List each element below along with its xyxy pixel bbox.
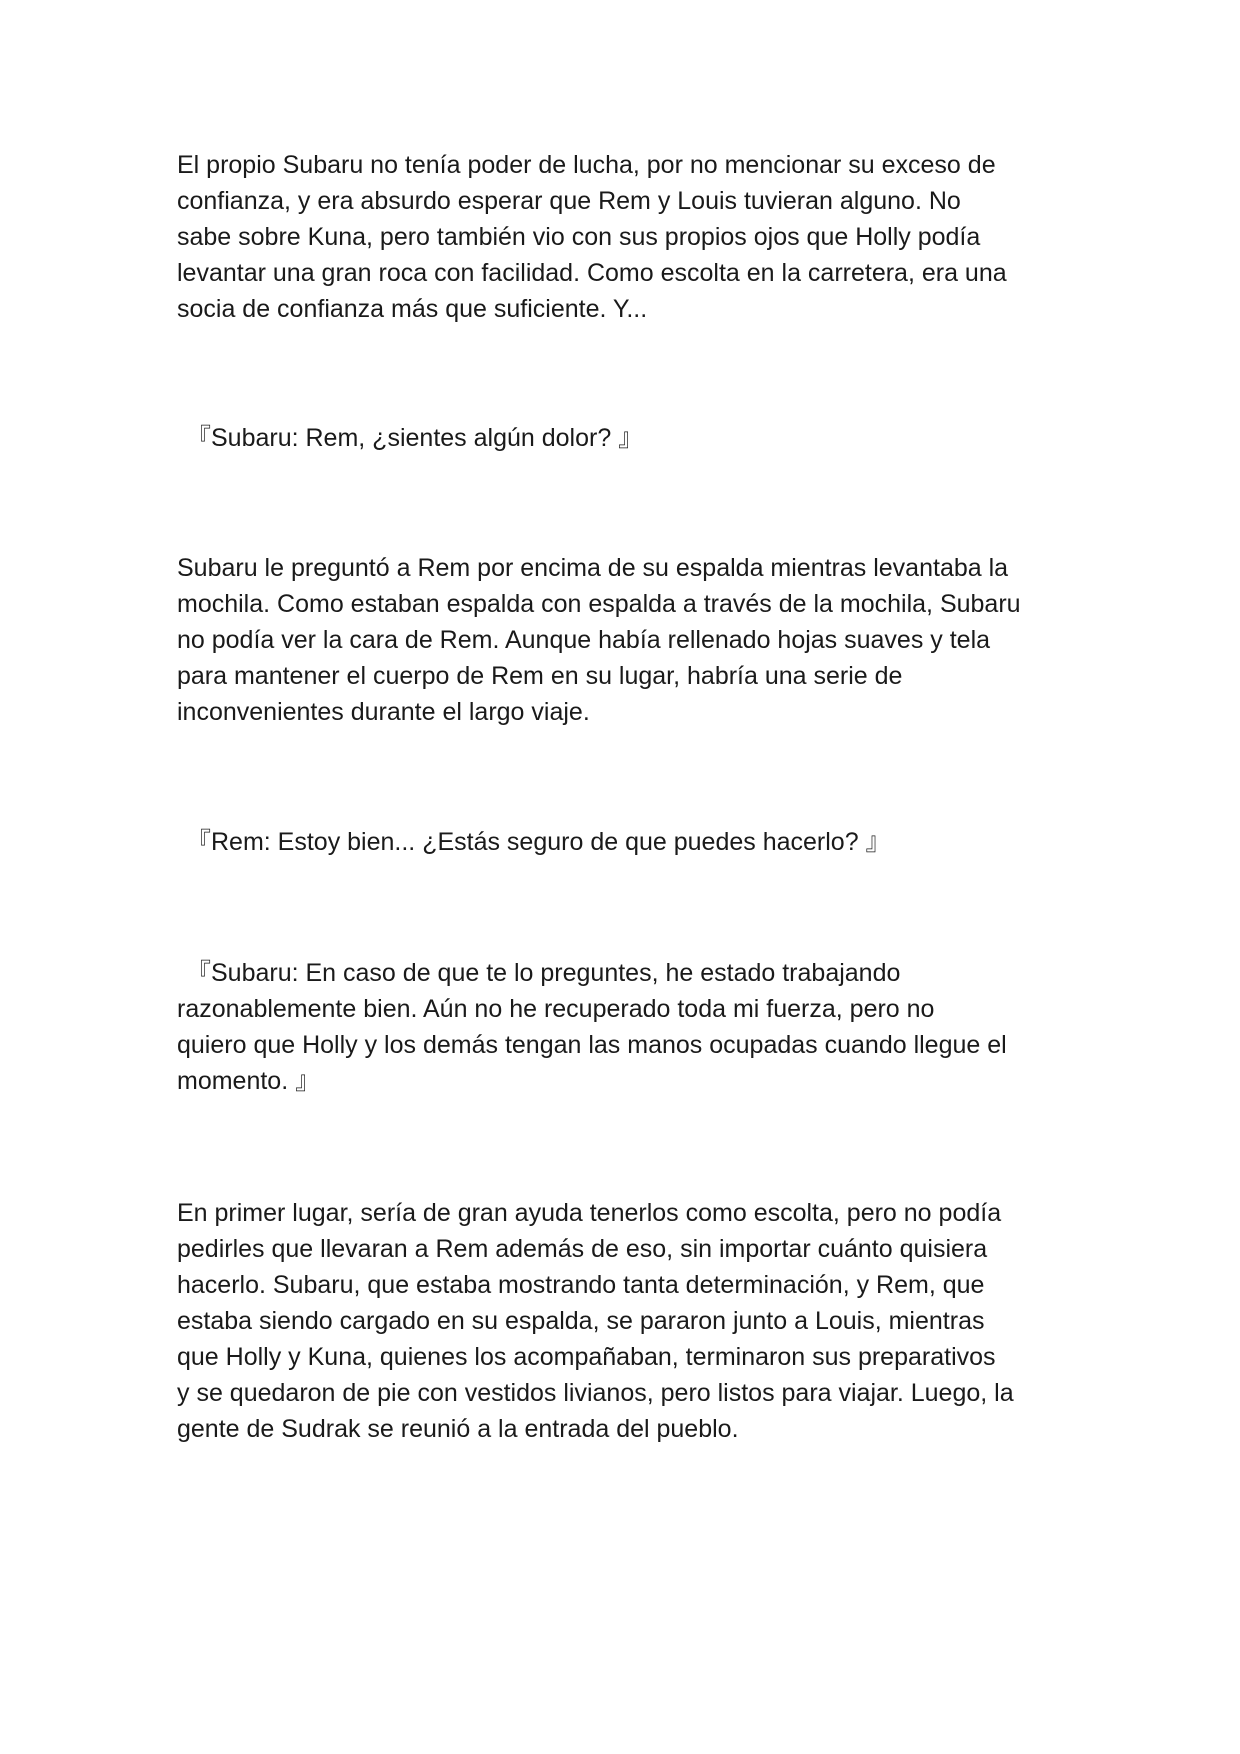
dialogue-subaru-2: [177, 955, 1077, 1099]
paragraph-line: que Holly y Kuna, quienes los acompañaban, terminaron sus preparativos: [177, 1343, 996, 1371]
paragraph-line: sabe sobre Kuna, pero también vio con sus propios ojos que Holly podía: [177, 223, 981, 251]
paragraph-line: hacerlo. Subaru, que estaba mostrando tanta determinación, y Rem, que: [177, 1271, 985, 1299]
paragraph-line: pedirles que llevaran a Rem además de eso, sin importar cuánto quisiera: [177, 1235, 988, 1263]
paragraph-3: [177, 1195, 1077, 1447]
paragraph-line: mochila. Como estaban espalda con espalda a través de la mochila, Subaru: [177, 590, 1021, 618]
dialogue-line: razonablemente bien. Aún no he recuperado toda mi fuerza, pero no: [177, 995, 935, 1023]
dialogue-line: quiero que Holly y los demás tengan las manos ocupadas cuando llegue el: [177, 1031, 1007, 1059]
dialogue-line: 『Subaru: Rem, ¿sientes algún dolor? 』: [186, 424, 644, 452]
paragraph-line: gente de Sudrak se reunió a la entrada del pueblo.: [177, 1415, 739, 1443]
paragraph-line: y se quedaron de pie con vestidos livianos, pero listos para viajar. Luego, la: [177, 1379, 1014, 1407]
paragraph-line: para mantener el cuerpo de Rem en su lugar, habría una serie de: [177, 662, 903, 690]
paragraph-line: Subaru le preguntó a Rem por encima de su espalda mientras levantaba la: [177, 554, 1009, 582]
dialogue-line: 『Rem: Estoy bien... ¿Estás seguro de que puedes hacerlo? 』: [186, 828, 891, 856]
dialogue-line: momento. 』: [177, 1067, 321, 1095]
paragraph-line: En primer lugar, sería de gran ayuda tenerlos como escolta, pero no podía: [177, 1199, 1002, 1227]
paragraph-line: inconvenientes durante el largo viaje.: [177, 698, 590, 726]
paragraph-1: [177, 147, 1077, 327]
paragraph-line: levantar una gran roca con facilidad. Como escolta en la carretera, era una: [177, 259, 1007, 287]
paragraph-line: estaba siendo cargado en su espalda, se pararon junto a Louis, mientras: [177, 1307, 985, 1335]
paragraph-line: El propio Subaru no tenía poder de lucha, por no mencionar su exceso de: [177, 151, 996, 179]
dialogue-subaru-1: [186, 420, 1086, 456]
paragraph-2: [177, 550, 1077, 730]
dialogue-line: 『Subaru: En caso de que te lo preguntes, he estado trabajando: [186, 959, 901, 987]
paragraph-line: socia de confianza más que suficiente. Y...: [177, 295, 648, 323]
dialogue-rem: [186, 824, 1086, 860]
paragraph-line: confianza, y era absurdo esperar que Rem y Louis tuvieran alguno. No: [177, 187, 961, 215]
paragraph-line: no podía ver la cara de Rem. Aunque había rellenado hojas suaves y tela: [177, 626, 991, 654]
